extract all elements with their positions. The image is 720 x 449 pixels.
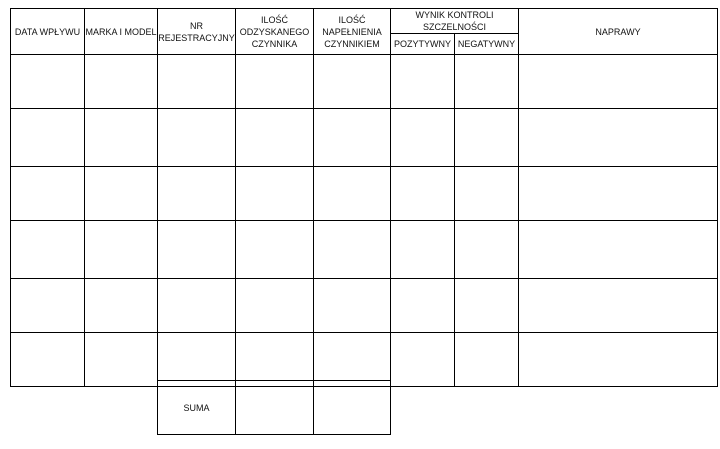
cell-marka-model[interactable]	[85, 55, 158, 109]
cell-ilosc-odzyskanego[interactable]	[236, 109, 314, 167]
summary-ilosc-odzyskanego[interactable]	[236, 381, 314, 435]
table-row	[11, 333, 718, 387]
cell-ilosc-odzyskanego[interactable]	[236, 279, 314, 333]
cell-nr-rejestracyjny[interactable]	[158, 167, 236, 221]
table-row	[11, 55, 718, 109]
cell-naprawy[interactable]	[519, 167, 718, 221]
cell-marka-model[interactable]	[85, 109, 158, 167]
cell-ilosc-napelnienia[interactable]	[314, 109, 391, 167]
summary-ilosc-napelnienia[interactable]	[314, 381, 391, 435]
cell-negatywny[interactable]	[455, 55, 519, 109]
header-ilosc-napelnienia: ILOŚĆ NAPEŁNIENIA CZYNNIKIEM	[314, 9, 391, 55]
cell-ilosc-odzyskanego[interactable]	[236, 333, 314, 387]
cell-pozytywny[interactable]	[391, 221, 455, 279]
cell-ilosc-napelnienia[interactable]	[314, 333, 391, 387]
cell-ilosc-napelnienia[interactable]	[314, 167, 391, 221]
cell-pozytywny[interactable]	[391, 279, 455, 333]
cell-nr-rejestracyjny[interactable]	[158, 333, 236, 387]
cell-ilosc-napelnienia[interactable]	[314, 279, 391, 333]
header-marka-model: MARKA I MODEL	[85, 9, 158, 55]
header-data-wplywu: DATA WPŁYWU	[11, 9, 85, 55]
cell-data-wplywu[interactable]	[11, 55, 85, 109]
cell-negatywny[interactable]	[455, 167, 519, 221]
header-pozytywny: POZYTYWNY	[391, 34, 455, 55]
cell-data-wplywu[interactable]	[11, 279, 85, 333]
table-row	[11, 221, 718, 279]
cell-negatywny[interactable]	[455, 221, 519, 279]
cell-nr-rejestracyjny[interactable]	[158, 221, 236, 279]
cell-negatywny[interactable]	[455, 279, 519, 333]
summary-label: SUMA	[158, 381, 236, 435]
table-row	[11, 167, 718, 221]
cell-marka-model[interactable]	[85, 221, 158, 279]
cell-naprawy[interactable]	[519, 279, 718, 333]
register-table	[10, 8, 718, 387]
cell-nr-rejestracyjny[interactable]	[158, 55, 236, 109]
cell-ilosc-napelnienia[interactable]	[314, 55, 391, 109]
cell-ilosc-odzyskanego[interactable]	[236, 167, 314, 221]
cell-pozytywny[interactable]	[391, 55, 455, 109]
cell-pozytywny[interactable]	[391, 333, 455, 387]
header-nr-rejestracyjny: NR REJESTRACYJNY	[158, 9, 236, 55]
cell-nr-rejestracyjny[interactable]	[158, 279, 236, 333]
cell-nr-rejestracyjny[interactable]	[158, 109, 236, 167]
cell-data-wplywu[interactable]	[11, 221, 85, 279]
cell-pozytywny[interactable]	[391, 167, 455, 221]
cell-naprawy[interactable]	[519, 221, 718, 279]
table-row	[11, 109, 718, 167]
cell-data-wplywu[interactable]	[11, 333, 85, 387]
header-wynik-kontroli: WYNIK KONTROLI SZCZELNOŚCI	[391, 9, 519, 34]
cell-data-wplywu[interactable]	[11, 109, 85, 167]
cell-ilosc-napelnienia[interactable]	[314, 221, 391, 279]
cell-data-wplywu[interactable]	[11, 167, 85, 221]
summary-table	[157, 380, 391, 435]
header-ilosc-odzyskanego: ILOŚĆ ODZYSKANEGO CZYNNIKA	[236, 9, 314, 55]
cell-naprawy[interactable]	[519, 109, 718, 167]
cell-negatywny[interactable]	[455, 333, 519, 387]
header-negatywny: NEGATYWNY	[455, 34, 519, 55]
cell-naprawy[interactable]	[519, 333, 718, 387]
cell-pozytywny[interactable]	[391, 109, 455, 167]
header-naprawy: NAPRAWY	[519, 9, 718, 55]
cell-naprawy[interactable]	[519, 55, 718, 109]
cell-marka-model[interactable]	[85, 279, 158, 333]
table-row	[11, 279, 718, 333]
cell-negatywny[interactable]	[455, 109, 519, 167]
cell-marka-model[interactable]	[85, 167, 158, 221]
cell-marka-model[interactable]	[85, 333, 158, 387]
cell-ilosc-odzyskanego[interactable]	[236, 221, 314, 279]
cell-ilosc-odzyskanego[interactable]	[236, 55, 314, 109]
